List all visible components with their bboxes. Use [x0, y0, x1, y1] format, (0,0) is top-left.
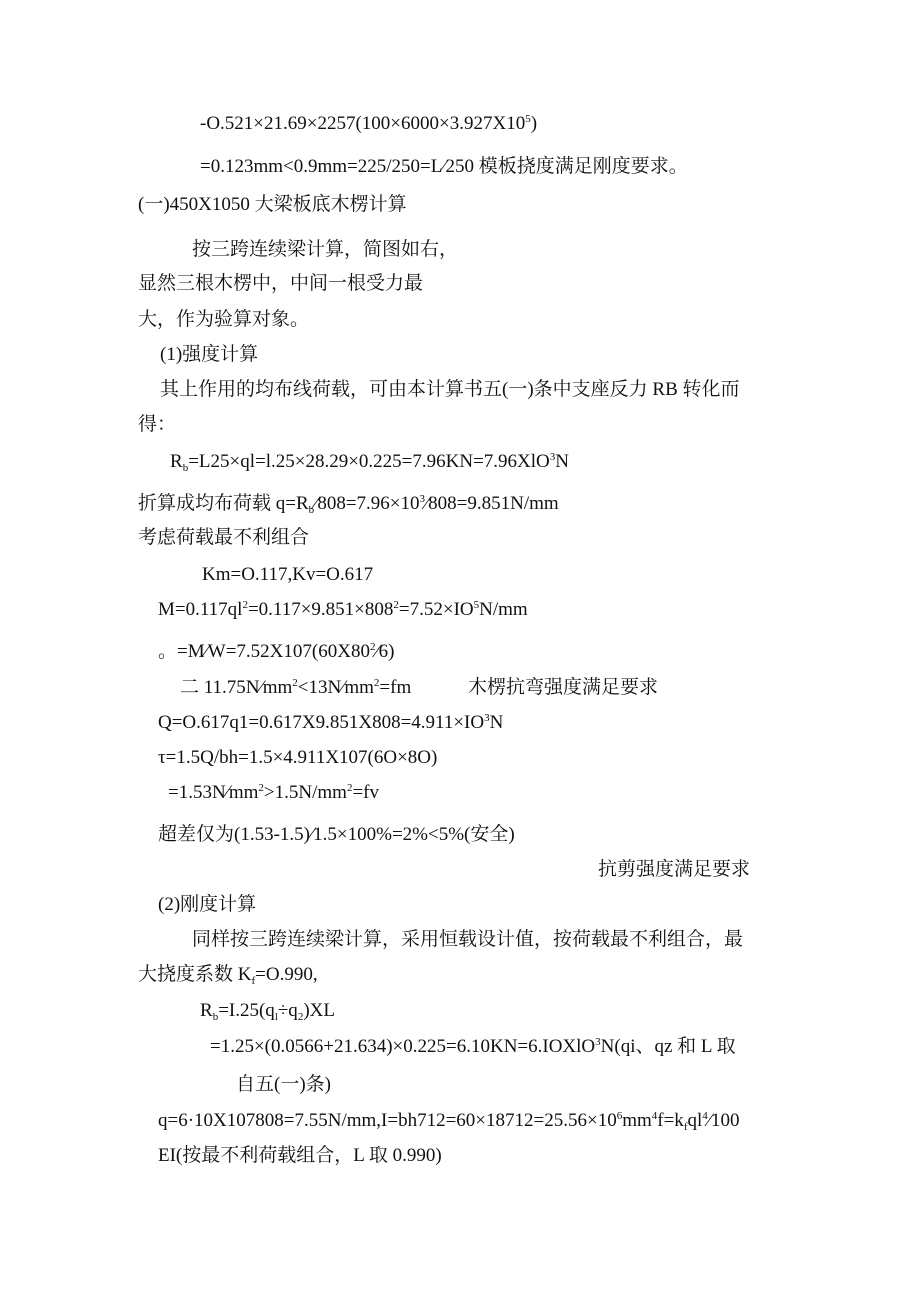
- subsection-heading: (2)刚度计算: [158, 894, 257, 915]
- formula-line: $q=6\cdot 10X107808=7.55N/mm,I=bh712=60\times 18712=25.56\times 10^6mm^4f=k_fql^4⁄100$: [158, 1110, 740, 1133]
- paragraph-line: 其上作用的均布线荷载，可由本计算书五(一)条中支座反力 RB 转化而: [160, 379, 740, 400]
- formula-line: Km=O.117,Kv=O.617: [202, 564, 374, 585]
- paragraph-line: 得：: [138, 414, 177, 435]
- paragraph-line: 大，作为验算对象。: [138, 309, 310, 330]
- paragraph-line: 考虑荷载最不利组合: [138, 527, 310, 548]
- paragraph-line: 显然三根木楞中，中间一根受力最: [138, 273, 424, 294]
- formula-line: 大挠度系数 $K_f=O.990$,: [138, 964, 318, 987]
- formula-line: =1.25×(0.0566+21.634)×0.225=6.10KN=6.IOXlO$^3$N(qi、qz 和 L 取: [210, 1036, 736, 1057]
- bending-strength-conclusion: 木楞抗弯强度满足要求: [468, 677, 659, 698]
- formula-line: 。$=M⁄W=7.52X107(60X80^2⁄6)$: [158, 641, 395, 662]
- formula-line: τ=1.5Q/bh=1.5×4.911X107(6O×8O): [158, 747, 438, 768]
- formula-line: $Q=O.617q1=0.617X9.851X808=4.911\times IO^3N$: [158, 712, 504, 733]
- deflection-conclusion: =0.123mm<0.9mm=225/250=L⁄250 模板挠度满足刚度要求。: [200, 156, 688, 177]
- shear-strength-conclusion: 抗剪强度满足要求: [598, 859, 751, 880]
- section-heading: (一)450X1050 大梁板底木楞计算: [138, 194, 407, 215]
- formula-line: $R_b=L25\times ql=l.25\times 28.29\times 0.225=7.96KN=7.96XlO^3N$: [170, 451, 570, 474]
- formula-line: 自五(一)条): [236, 1074, 331, 1095]
- formula-line: EI(按最不利荷载组合，L 取 0.990): [158, 1145, 442, 1166]
- formula-line: 二 $11.75N⁄mm^2<13N⁄mm^2=fm$: [180, 677, 412, 698]
- formula-line: 超差仅为(1.53-1.5)⁄1.5×100%=2%<5%(安全): [158, 824, 515, 845]
- formula-line: $-O.521\times 21.69\times 2257(100\times 6000\times 3.927X10^5)$: [200, 113, 538, 134]
- formula-line: $M=0.117ql^2=0.117\times 9.851\times 808^2=7.52\times IO^5N/mm$: [158, 599, 528, 620]
- paragraph-line: 同样按三跨连续梁计算，采用恒载设计值，按荷载最不利组合，最: [192, 929, 744, 950]
- subsection-heading: (1)强度计算: [160, 344, 259, 365]
- paragraph-line: 按三跨连续梁计算，简图如右，: [192, 239, 459, 260]
- formula-line: 折算成均布荷载 $q=R_b⁄808=7.96\times 10^3⁄808=9.851N/mm$: [138, 493, 559, 516]
- formula-line: $=1.53N⁄mm^2>1.5N/mm^2=fv$: [168, 782, 379, 803]
- formula-line: $R_b=I.25(q_l\div q_2)XL$: [200, 1000, 335, 1023]
